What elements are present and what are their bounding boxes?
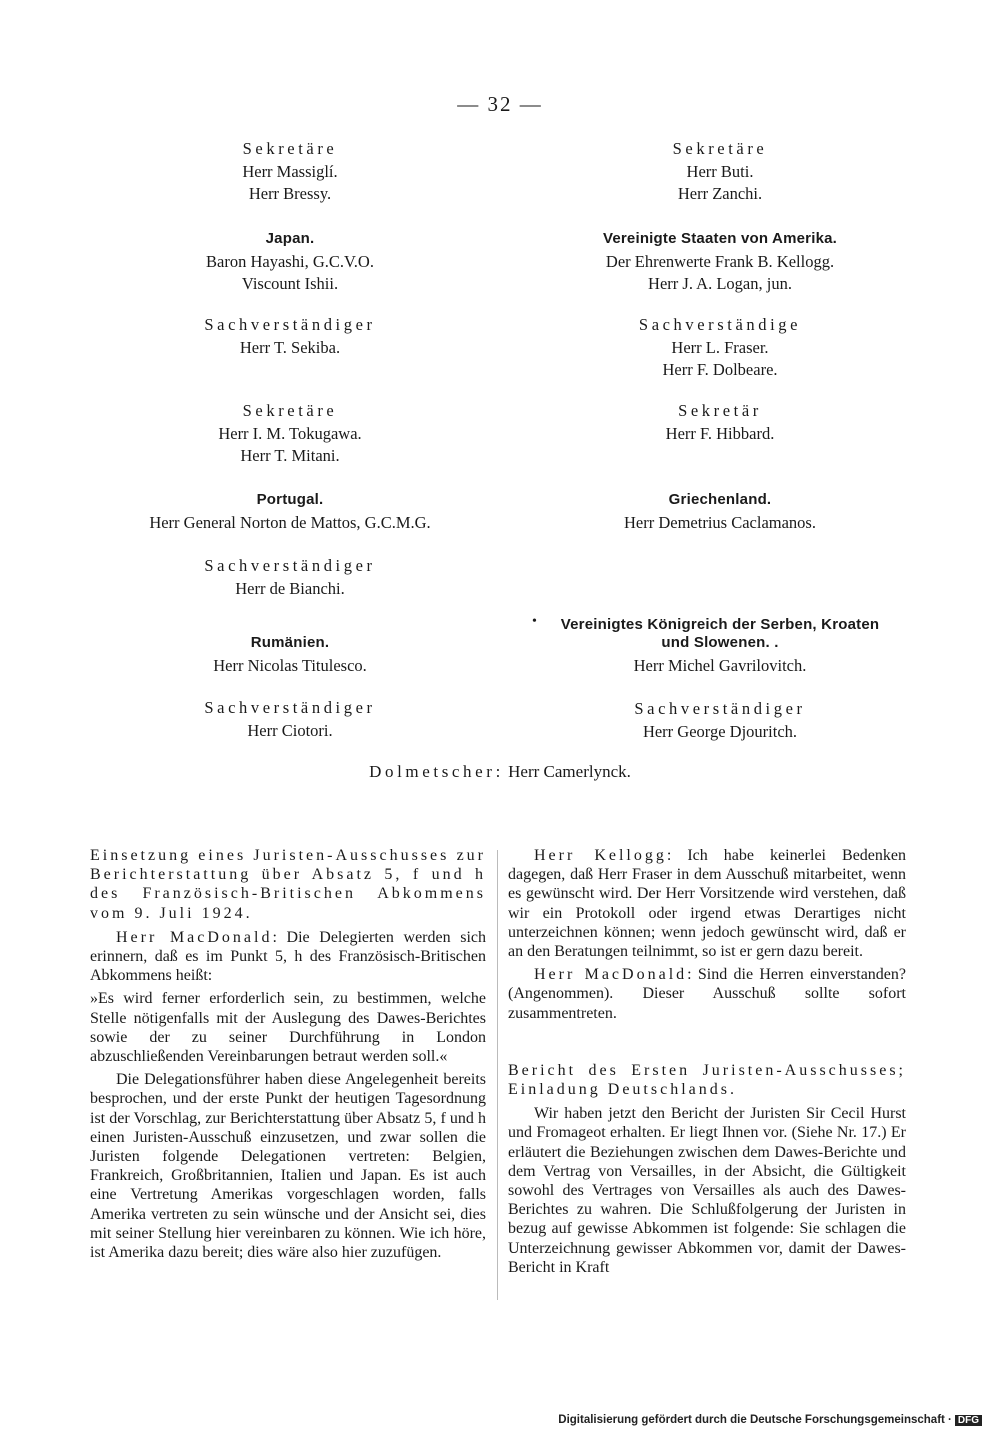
right-secretaries-block — [510, 138, 930, 206]
delegate-name: Herr Michel Gavrilovitch. — [633, 656, 807, 675]
country-heading: Vereinigte Staaten von Amerika. — [602, 230, 838, 247]
usa-block — [510, 228, 930, 296]
quotation: »Es wird ferner erforderlich sein, zu bestimmen, welche Stelle nötigenfalls mit der Auslegung des Dawes-Berichtes sowie der zu seiner Durchführung in London abzuschließenden Vereinbarungen betraut werden soll.« — [90, 990, 486, 1066]
delegate-name: Herr Nicolas Titulesco. — [213, 655, 367, 675]
column-divider — [497, 850, 498, 1300]
right-text-column — [508, 846, 906, 1281]
usa-experts-block — [510, 314, 930, 382]
delegate-name: Herr I. M. Tokugawa. — [218, 423, 362, 443]
paragraph-text: : Die Delegierten werden sich erinnern, daß es im Punkt 5, h des Französisch-Britischen Abkommens heißt: — [90, 928, 486, 985]
interpreter-line — [0, 762, 1000, 782]
role-label: Sekretäre — [672, 139, 768, 158]
usa-secretary-block — [510, 400, 930, 445]
delegate-name: Herr Ciotori. — [247, 720, 333, 740]
rumaenien-expert-block — [80, 697, 500, 742]
delegate-name: Viscount Ishii. — [241, 274, 339, 293]
interpreter-label: Dolmetscher: — [369, 762, 504, 781]
delegate-name: Baron Hayashi, G.C.V.O. — [206, 251, 374, 271]
role-label: Sekretäre — [242, 401, 338, 420]
country-heading: Vereinigtes Königreich der Serben, Kroaten — [560, 616, 880, 633]
portugal-expert-block — [80, 555, 500, 600]
japan-block — [80, 228, 500, 296]
country-heading: Griechenland. — [668, 491, 772, 508]
delegate-name: Herr Buti. — [686, 161, 754, 181]
delegate-name: Herr T. Mitani. — [240, 446, 340, 465]
country-heading: Portugal. — [256, 491, 324, 508]
page-number: — 32 — — [457, 92, 543, 116]
delegate-name: Der Ehrenwerte Frank B. Kellogg. — [605, 251, 835, 271]
delegate-name: Herr Massiglí. — [242, 161, 338, 181]
role-label: Sachverständiger — [204, 698, 376, 717]
left-secretaries-block — [80, 138, 500, 206]
dfg-logo: DFG — [955, 1415, 982, 1426]
role-label: Sachverständiger — [204, 315, 376, 334]
speaker-name: Herr Kellogg — [534, 847, 667, 864]
paragraph: Wir haben jetzt den Bericht der Juristen Sir Cecil Hurst und Fromageot erhalten. Er liegt Ihnen vor. (Siehe Nr. 17.) Er erläutert die Beziehungen zwischen dem Dawes-Berichte und dem Vertrag von Versailles, in der Absicht, die Gültigkeit sowohl des Vertrages von Versailles als auch des Dawes-Berichtes zu wahren. Die Schlußfolgerung der Juristen in bezug auf gewisse Abkommen ist folgende: Sie schlagen die Unterzeichnung gewisser Abkommen vor, damit der Dawes-Bericht in Kraft — [508, 1105, 906, 1276]
role-label: Sachverständiger — [204, 556, 376, 575]
paragraph-text: : Sind die Herren einverstanden? (Angenommen). Dieser Ausschuß sollte sofort zusammentreten. — [508, 966, 907, 1022]
bullet-mark: • — [532, 614, 537, 629]
country-heading: Japan. — [265, 230, 315, 247]
delegate-name: Herr L. Fraser. — [671, 337, 769, 357]
footer-text: Digitalisierung gefördert durch die Deutsche Forschungsgemeinschaft · — [558, 1414, 952, 1426]
left-text-column — [90, 846, 486, 1266]
section-heading: Bericht des Ersten Juristen-Ausschusses; Einladung Deutschlands. — [508, 1061, 906, 1099]
delegate-name: Herr Zanchi. — [677, 184, 763, 203]
japan-secretaries-block — [80, 400, 500, 468]
interpreter-name: Herr Camerlynck. — [508, 762, 631, 781]
delegate-name: Herr de Bianchi. — [235, 578, 345, 598]
paragraph — [508, 846, 906, 961]
delegate-name: Herr F. Dolbeare. — [662, 360, 778, 379]
paragraph — [90, 928, 486, 986]
griechenland-block — [510, 489, 930, 534]
speaker-name: Herr MacDonald — [534, 966, 688, 984]
paragraph: Die Delegationsführer haben diese Angelegenheit bereits besprochen, und der erste Punkt der heutigen Tagesordnung ist der Vorschlag, zur Berichterstattung über Absatz 5, f und h einen Juristen-Ausschuß einzusetzen, und zwar sollen die Juristen folgende Delegationen vertreten: Belgien, Frankreich, Großbritannien, Italien und Japan. Es ist auch eine Vertretung Amerikas vorgeschlagen worden, falls Amerika vertreten zu sein wünsche und der Ansicht sei, dies mit seiner Stellung hier vereinbaren zu können. Wie ich höre, ist Amerika dazu bereit; dies wäre also hier zuzufügen. — [90, 1071, 486, 1262]
country-heading: Rumänien. — [250, 634, 330, 651]
role-label: Sachverständige — [638, 315, 802, 334]
paragraph — [508, 965, 906, 1023]
delegate-name: Herr General Norton de Mattos, G.C.M.G. — [149, 512, 431, 532]
japan-expert-block — [80, 314, 500, 359]
portugal-block — [80, 489, 500, 534]
delegate-name: Herr F. Hibbard. — [665, 423, 775, 443]
shs-block — [510, 616, 930, 678]
delegate-name: Herr Demetrius Caclamanos. — [624, 512, 816, 532]
role-label: Sekretäre — [242, 139, 338, 158]
shs-expert-block — [510, 698, 930, 743]
speaker-name: Herr MacDonald — [116, 928, 273, 946]
delegate-name: Herr Bressy. — [248, 184, 332, 203]
paragraph-text: : Ich habe keinerlei Bedenken dagegen, daß Herr Fraser in dem Ausschuß mitarbeitet, wenn es gewünscht wird. Der Herr Vorsitzende wird verstehen, daß wir ein Protokoll oder irgend etwas Derartiges nicht unterzeichnen können; wenn jedoch gewünscht wird, daß er an den Beratungen teilnimmt, so ist er gern dazu bereit. — [508, 847, 907, 961]
rumaenien-block — [80, 632, 500, 677]
digitization-footer — [558, 1414, 982, 1426]
role-label: Sachverständiger — [634, 699, 806, 718]
delegate-name: Herr T. Sekiba. — [239, 337, 341, 357]
section-heading: Einsetzung eines Juristen-Ausschusses zur Berichterstattung über Absatz 5, f und h des Französisch-Britischen Abkommens vom 9. Juli 1924. — [90, 847, 486, 922]
country-heading: und Slowenen. . — [661, 634, 779, 651]
role-label: Sekretär — [678, 401, 762, 420]
delegate-name: Herr George Djouritch. — [642, 721, 798, 741]
delegate-name: Herr J. A. Logan, jun. — [648, 274, 792, 293]
